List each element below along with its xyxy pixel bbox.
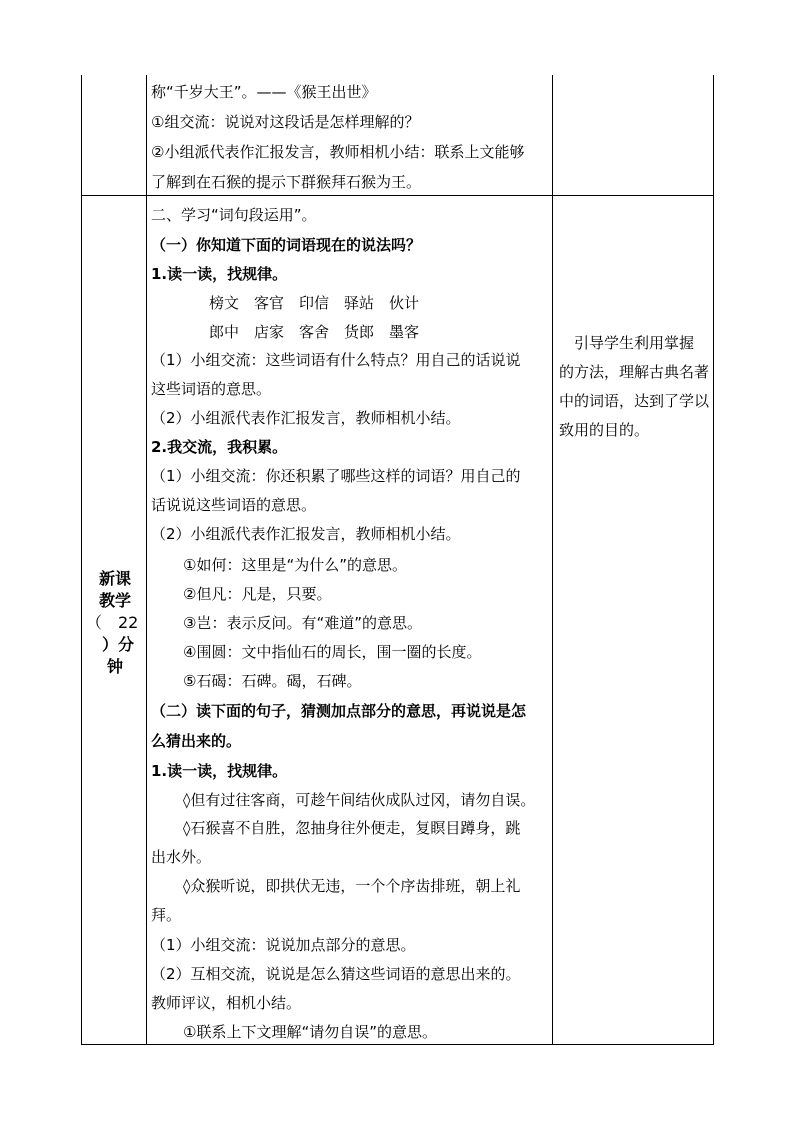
content-line: ◊众猴听说，即拱伏无违，一个个序齿排班，朝上礼 — [183, 877, 521, 895]
table-border-col2 — [552, 75, 553, 1045]
content-line: ①联系上下文理解“请勿自误”的意思。 — [183, 1023, 437, 1041]
content-heading: （一）你知道下面的词语现在的说法吗？ — [151, 236, 422, 254]
content-line: ◊但有过往客商，可趁午间结伙成队过冈，请勿自误。 — [183, 791, 536, 809]
section-label-line: 新课 — [99, 569, 132, 588]
section-label-line: ）分 — [86, 635, 135, 654]
content-line: 二、学习“词句段运用”。 — [151, 206, 317, 224]
content-line: ①如何：这里是“为什么”的意思。 — [183, 556, 407, 574]
top-row-line: ①组交流：说说对这段话是怎样理解的？ — [151, 113, 420, 131]
top-row-line: ②小组派代表作汇报发言，教师相机小结：联系上文能够 — [151, 143, 525, 161]
content-line: （1）小组交流：说说加点部分的意思。 — [151, 936, 416, 954]
table-border-col1 — [146, 75, 147, 1045]
content-heading: 么猜出来的。 — [151, 732, 242, 750]
content-line: 话说说这些词语的意思。 — [151, 496, 317, 514]
table-border-right — [713, 75, 714, 1045]
note-line: 的方法，理解古典名著 — [559, 363, 710, 381]
note-line: 引导学生利用掌握 — [559, 334, 695, 352]
content-line: 教师评议，相机小结。 — [151, 994, 302, 1012]
note-line: 致用的目的。 — [559, 421, 650, 439]
content-line: 拜。 — [151, 906, 182, 924]
section-label-line: （ 22 — [86, 613, 139, 632]
table-border-bottom — [81, 1044, 714, 1045]
content-line: （1）小组交流：这些词语有什么特点？用自己的话说说 — [151, 351, 521, 369]
content-line: ④围圆：文中指仙石的周长，围一圈的长度。 — [183, 643, 482, 661]
note-line: 中的词语，达到了学以 — [559, 392, 710, 410]
top-row-line: 了解到在石猴的提示下群猴拜石猴为王。 — [151, 173, 422, 191]
content-line: ③岂：表示反问。有“难道”的意思。 — [183, 614, 422, 632]
content-heading: （二）读下面的句子，猜测加点部分的意思，再说说是怎 — [151, 702, 527, 720]
top-row-line: 称“千岁大王”。——《猴王出世》 — [151, 83, 377, 101]
content-line: （2）小组派代表作汇报发言，教师相机小结。 — [151, 525, 461, 543]
table-border-left — [81, 75, 82, 1045]
content-line: （2）小组派代表作汇报发言，教师相机小结。 — [151, 409, 461, 427]
content-line: 这些词语的意思。 — [151, 380, 272, 398]
section-label-line: 钟 — [107, 657, 124, 676]
vocab-row: 榜文 客官 印信 驿站 伙计 — [209, 294, 420, 312]
content-line: ⑤石碣：石碑。碣，石碑。 — [183, 672, 362, 690]
table-row-divider — [81, 195, 714, 196]
content-line: （1）小组交流：你还积累了哪些这样的词语？用自己的 — [151, 467, 521, 485]
content-line: ◊石猴喜不自胜，忽抽身往外便走，复瞑目蹲身，跳 — [183, 819, 521, 837]
vocab-row: 郎中 店家 客舍 货郎 墨客 — [209, 323, 420, 341]
content-heading: 1.读一读，找规律。 — [151, 265, 288, 283]
content-heading: 2.我交流，我积累。 — [151, 438, 288, 456]
content-heading: 1.读一读，找规律。 — [151, 762, 288, 780]
content-line: ②但凡：凡是，只要。 — [183, 585, 332, 603]
content-line: 出水外。 — [151, 848, 212, 866]
content-line: （2）互相交流，说说是怎么猜这些词语的意思出来的。 — [151, 965, 521, 983]
section-label-line: 教学 — [99, 591, 132, 610]
